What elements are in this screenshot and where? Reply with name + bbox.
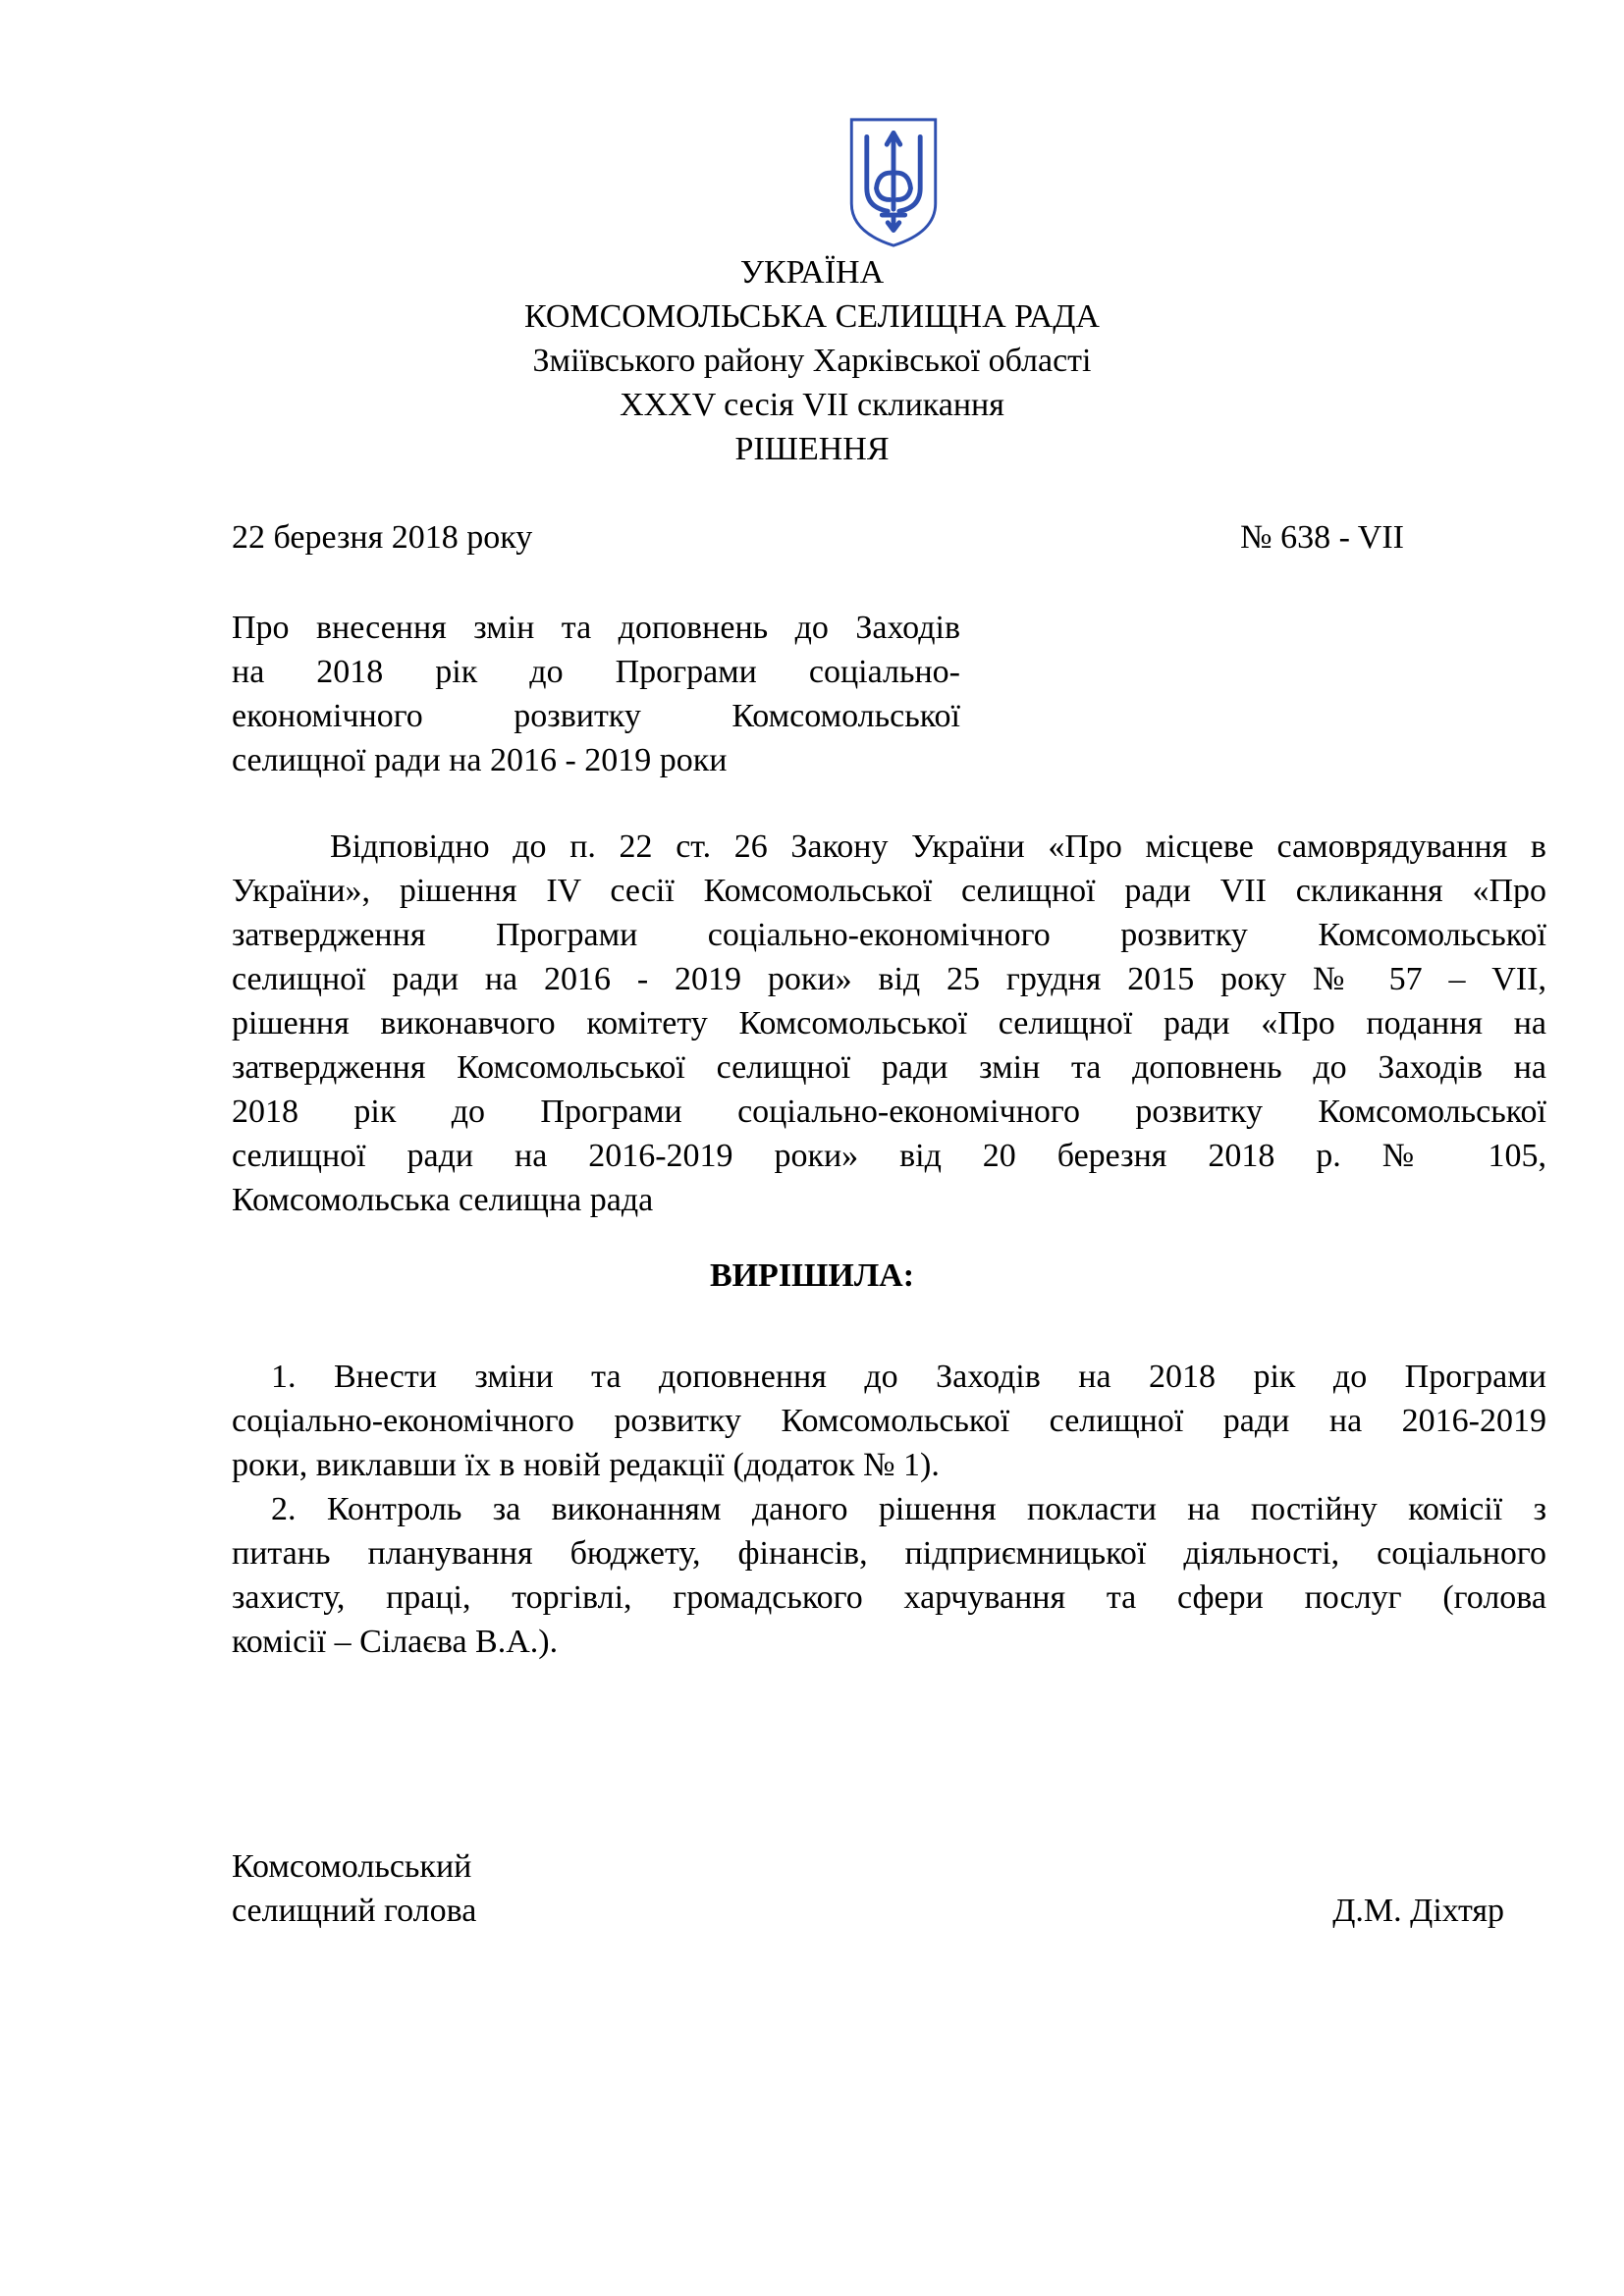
item-1-line: соціально-економічного розвитку Комсомольської селищної ради на 2016-2019 (232, 1403, 1546, 1439)
preamble-paragraph (232, 825, 1546, 1222)
item-2-line: 2. Контроль за виконанням даного рішення покласти на постійну комісії з (271, 1491, 1546, 1527)
tryzub-icon (845, 116, 942, 249)
item-1-line: 1. Внести зміни та доповнення до Заходів на 2018 рік до Програми (271, 1359, 1546, 1395)
header-council: КОМСОМОЛЬСЬКА СЕЛИЩНА РАДА (524, 298, 1100, 335)
preamble-line: 2018 рік до Програми соціально-економічного розвитку Комсомольської (232, 1094, 1546, 1130)
item-2-line: комісії – Сілаєва В.А.). (232, 1624, 559, 1660)
preamble-line: Комсомольська селищна рада (232, 1182, 654, 1218)
decision-number: № 638 - VII (1240, 519, 1404, 556)
item-2-line: питань планування бюджету, фінансів, підприємницької діяльності, соціального (232, 1535, 1546, 1572)
signer-position-line1: Комсомольський (232, 1848, 472, 1885)
subject-line: економічного розвитку Комсомольської (232, 698, 960, 734)
signer-position-line2: селищний голова (232, 1893, 477, 1929)
subject-line: Про внесення змін та доповнень до Заходів (232, 610, 960, 646)
preamble-line: Відповідно до п. 22 ст. 26 Закону України «Про місцеве самоврядування в (330, 828, 1546, 865)
signer-name: Д.М. Діхтяр (1332, 1893, 1504, 1929)
header-session: XXXV сесія VII скликання (620, 387, 1004, 423)
decision-items (232, 1355, 1546, 1664)
decision-subject (232, 606, 960, 782)
preamble-line: рішення виконавчого комітету Комсомольської селищної ради «Про подання на (232, 1005, 1546, 1041)
preamble-line: селищної ради на 2016-2019 роки» від 20 березня 2018 р. № 105, (232, 1138, 1546, 1174)
subject-line: селищної ради на 2016 - 2019 роки (232, 742, 728, 778)
header-region: Зміївського району Харківської області (532, 343, 1092, 379)
preamble-line: селищної ради на 2016 - 2019 роки» від 25 грудня 2015 року № 57 – VII, (232, 961, 1546, 997)
subject-line: на 2018 рік до Програми соціально- (232, 654, 960, 690)
preamble-line: затвердження Комсомольської селищної ради змін та доповнень до Заходів на (232, 1049, 1546, 1086)
preamble-line: затвердження Програми соціально-економічного розвитку Комсомольської (232, 917, 1546, 953)
preamble-line: України», рішення IV сесії Комсомольської селищної ради VII скликання «Про (232, 873, 1546, 909)
header-country: УКРАЇНА (739, 254, 885, 291)
item-2-line: захисту, праці, торгівлі, громадського харчування та сфери послуг (голова (232, 1579, 1546, 1616)
item-1-line: роки, виклавши їх в новій редакції (додаток № 1). (232, 1447, 940, 1483)
decision-date: 22 березня 2018 року (232, 519, 533, 556)
decided-heading: ВИРІШИЛА: (709, 1257, 915, 1294)
header-doc-type: РІШЕННЯ (734, 431, 890, 467)
